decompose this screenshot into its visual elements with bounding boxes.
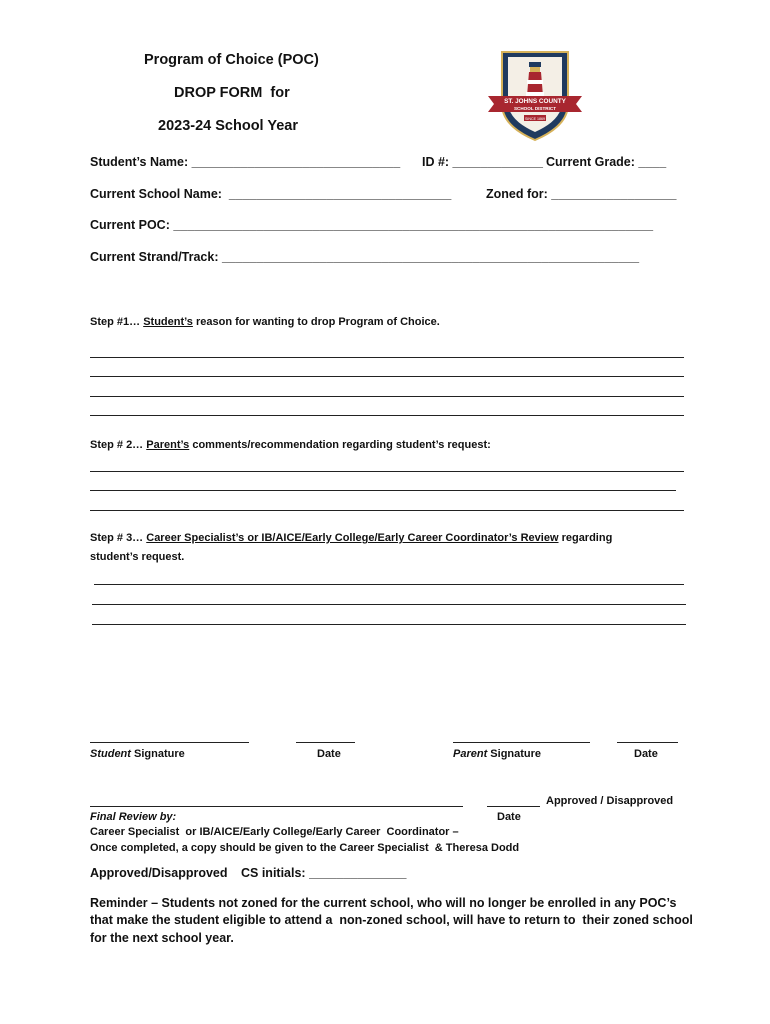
current-strand-field[interactable]: Current Strand/Track: ____________________________________________________________ [90, 250, 640, 264]
final-review-label: Final Review by: [90, 811, 177, 823]
school-district-logo [486, 44, 584, 142]
current-grade-field[interactable]: Current Grade: ____ [546, 155, 667, 169]
reminder-line3: for the next school year. [90, 931, 234, 945]
step2-answer-line[interactable] [90, 510, 684, 511]
reminder-line2: that make the student eligible to attend a non-zoned school, will have to return to their zoned school [90, 913, 693, 927]
reminder-line1: Reminder – Students not zoned for the current school, who will no longer be enrolled in any POC’s [90, 896, 677, 910]
school-name-field[interactable]: Current School Name: ________________________________ [90, 187, 452, 201]
step3-answer-line[interactable] [92, 604, 686, 605]
final-review-date-line[interactable] [487, 806, 540, 807]
logo-banner-line1: ST. JOHNS COUNTY [504, 98, 566, 105]
cs-initials-field[interactable]: CS initials: ______________ [241, 866, 407, 880]
parent-date-line[interactable] [617, 742, 678, 743]
coordinator-label: Career Specialist or IB/AICE/Early College/Early Career Coordinator – [90, 826, 459, 838]
step1-answer-line[interactable] [90, 376, 684, 377]
form-title-line1: Program of Choice (POC) [144, 52, 319, 68]
final-review-signature-line[interactable] [90, 806, 463, 807]
parent-date-label: Date [634, 748, 658, 760]
student-signature-label: Student Signature [90, 748, 185, 760]
student-id-field[interactable]: ID #: _____________ [422, 155, 543, 169]
step1-heading: Step #1… Student’s reason for wanting to drop Program of Choice. [90, 316, 440, 328]
form-title-line2: DROP FORM for [174, 85, 290, 101]
current-poc-field[interactable]: Current POC: _____________________________________________________________________ [90, 218, 654, 232]
step1-answer-line[interactable] [90, 357, 684, 358]
step3-answer-line[interactable] [92, 624, 686, 625]
logo-since: SINCE 1869 [525, 116, 545, 121]
student-date-label: Date [317, 748, 341, 760]
approved-disapproved-line[interactable]: Approved/Disapproved [90, 866, 228, 880]
logo-banner-line2: SCHOOL DISTRICT [513, 106, 557, 111]
student-name-field[interactable]: Student’s Name: ______________________________ [90, 155, 401, 169]
step1-answer-line[interactable] [90, 415, 684, 416]
step2-answer-line[interactable] [90, 471, 684, 472]
step3-heading-line2: student’s request. [90, 551, 185, 563]
form-title-line3: 2023-24 School Year [158, 118, 298, 134]
step2-heading: Step # 2… Parent’s comments/recommendation regarding student’s request: [90, 439, 491, 451]
student-signature-line[interactable] [90, 742, 249, 743]
copy-instructions: Once completed, a copy should be given to the Career Specialist & Theresa Dodd [90, 842, 520, 854]
approved-disapproved-label: Approved / Disapproved [546, 795, 674, 807]
zoned-for-field[interactable]: Zoned for: __________________ [486, 187, 677, 201]
step2-answer-line[interactable] [90, 490, 676, 491]
final-review-date-label: Date [497, 811, 521, 823]
step1-answer-line[interactable] [90, 396, 684, 397]
student-date-line[interactable] [296, 742, 355, 743]
parent-signature-line[interactable] [453, 742, 590, 743]
step3-answer-line[interactable] [94, 584, 684, 585]
parent-signature-label: Parent Signature [453, 748, 542, 760]
step3-heading: Step # 3… Career Specialist’s or IB/AICE/Early College/Early Career Coordinator’s Review regarding [90, 532, 613, 544]
